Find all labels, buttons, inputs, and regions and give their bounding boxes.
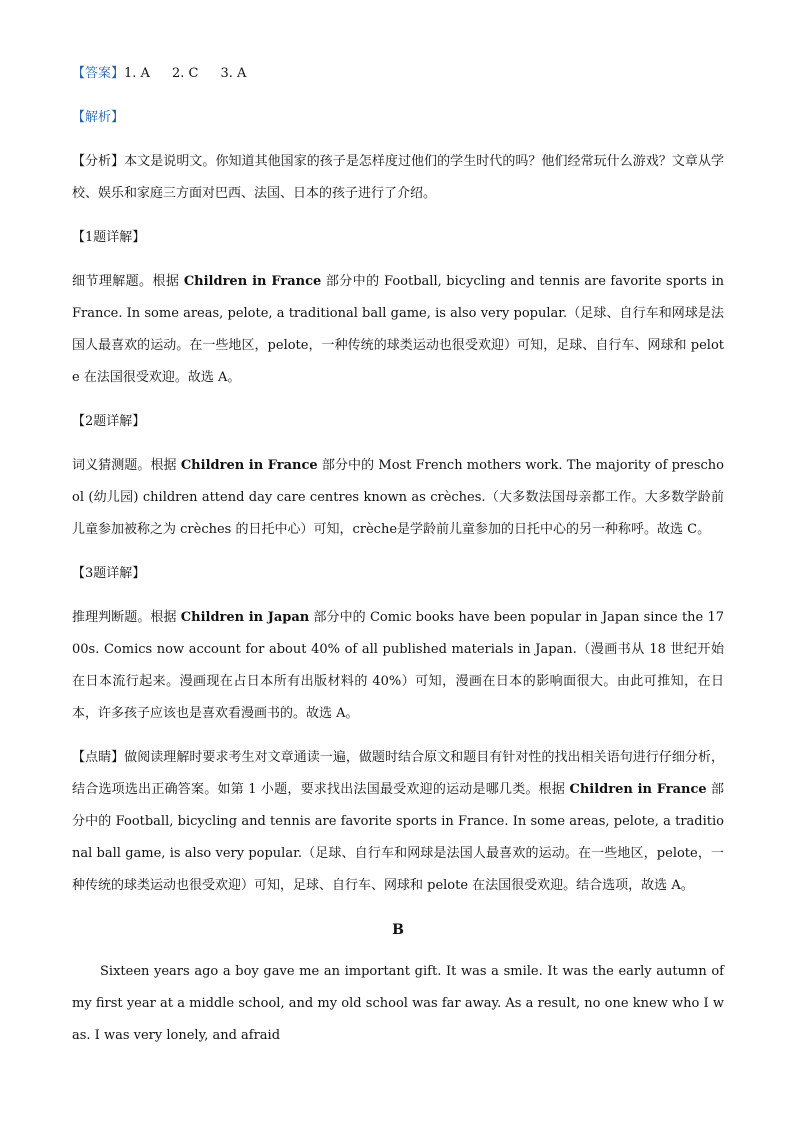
q3-heading xyxy=(72,558,724,590)
answer-item-3: 3. A xyxy=(220,66,247,81)
q1-pre: 细节理解题。根据 xyxy=(72,274,184,289)
q1-post: 部分中的 Football, bicycling and tennis are favorite sports in France. In some areas, pelote, a traditional ball game, is also very popular.（足球、自行车和网球是法国人最喜欢的运动。在一些地区，pelote，一种传统的球类运动也很受欢迎）可知，足球、自行车、网球和 pelote 在法国很受欢迎。故选 A。 xyxy=(72,274,724,385)
summary-label: 【分析】 xyxy=(72,154,125,169)
tip-pre: 做阅读理解时要求考生对文章通读一遍，做题时结合原文和题目有针对性的找出相关语句进行仔细分析，结合选项选出正确答案。如第 1 小题，要求找出法国最受欢迎的运动是哪几类。根据 xyxy=(72,750,724,797)
q2-bold: Children in France xyxy=(180,458,318,473)
q3-label: 【3题详解】 xyxy=(72,566,146,581)
tip-paragraph xyxy=(72,742,724,902)
q2-heading xyxy=(72,406,724,438)
q1-heading xyxy=(72,222,724,254)
analysis-heading xyxy=(72,102,724,134)
answer-label: 【答案】 xyxy=(72,66,125,81)
summary-text: 本文是说明文。你知道其他国家的孩子是怎样度过他们的学生时代的吗？他们经常玩什么游戏？文章从学校、娱乐和家庭三方面对巴西、法国、日本的孩子进行了介绍。 xyxy=(72,154,724,201)
q3-explanation xyxy=(72,602,724,730)
q3-post: 部分中的 Comic books have been popular in Japan since the 1700s. Comics now account for about 40% of all published materials in Japan.（漫画书从 18 世纪开始在日本流行起来。漫画现在占日本所有出版材料的 40%）可知，漫画在日本的影响面很大。由此可推知，在日本，许多孩子应该也是喜欢看漫画书的。故选 A。 xyxy=(72,610,724,721)
document-page xyxy=(72,58,724,1064)
passage-b-text: Sixteen years ago a boy gave me an important gift. It was a smile. It was the early autumn of my first year at a middle school, and my old school was far away. As a result, no one knew who I was. I was very lonely, and afraid xyxy=(72,964,724,1043)
tip-post: 部分中的 Football, bicycling and tennis are favorite sports in France. In some areas, pelote, a traditional ball game, is also very popular.（足球、自行车和网球是法国人最喜欢的运动。在一些地区，pelote，一种传统的球类运动也很受欢迎）可知，足球、自行车、网球和 pelote 在法国很受欢迎。结合选项，故选 A。 xyxy=(72,782,724,893)
answer-line xyxy=(72,58,724,90)
summary-paragraph xyxy=(72,146,724,210)
q3-pre: 推理判断题。根据 xyxy=(72,610,181,625)
q1-explanation xyxy=(72,266,724,394)
tip-label: 【点睛】 xyxy=(72,750,125,765)
q2-explanation xyxy=(72,450,724,546)
answer-item-2: 2. C xyxy=(171,66,199,81)
q1-label: 【1题详解】 xyxy=(72,230,146,245)
tip-bold: Children in France xyxy=(569,782,707,797)
q2-pre: 词义猜测题。根据 xyxy=(72,458,181,473)
q1-bold: Children in France xyxy=(183,274,322,289)
answer-item-1: 1. A xyxy=(124,66,150,81)
q3-bold: Children in Japan xyxy=(180,610,310,625)
q2-post: 部分中的 Most French mothers work. The majority of preschool (幼儿园) children attend day care centres known as crèches.（大多数法国母亲都工作。大多数学龄前儿童参加被称之为 crèches 的日托中心）可知，crèche是学龄前儿童参加的日托中心的另一种称呼。故选 C。 xyxy=(72,458,724,537)
section-b-heading: B xyxy=(392,922,404,938)
analysis-label: 【解析】 xyxy=(72,110,125,125)
q2-label: 【2题详解】 xyxy=(72,414,146,429)
